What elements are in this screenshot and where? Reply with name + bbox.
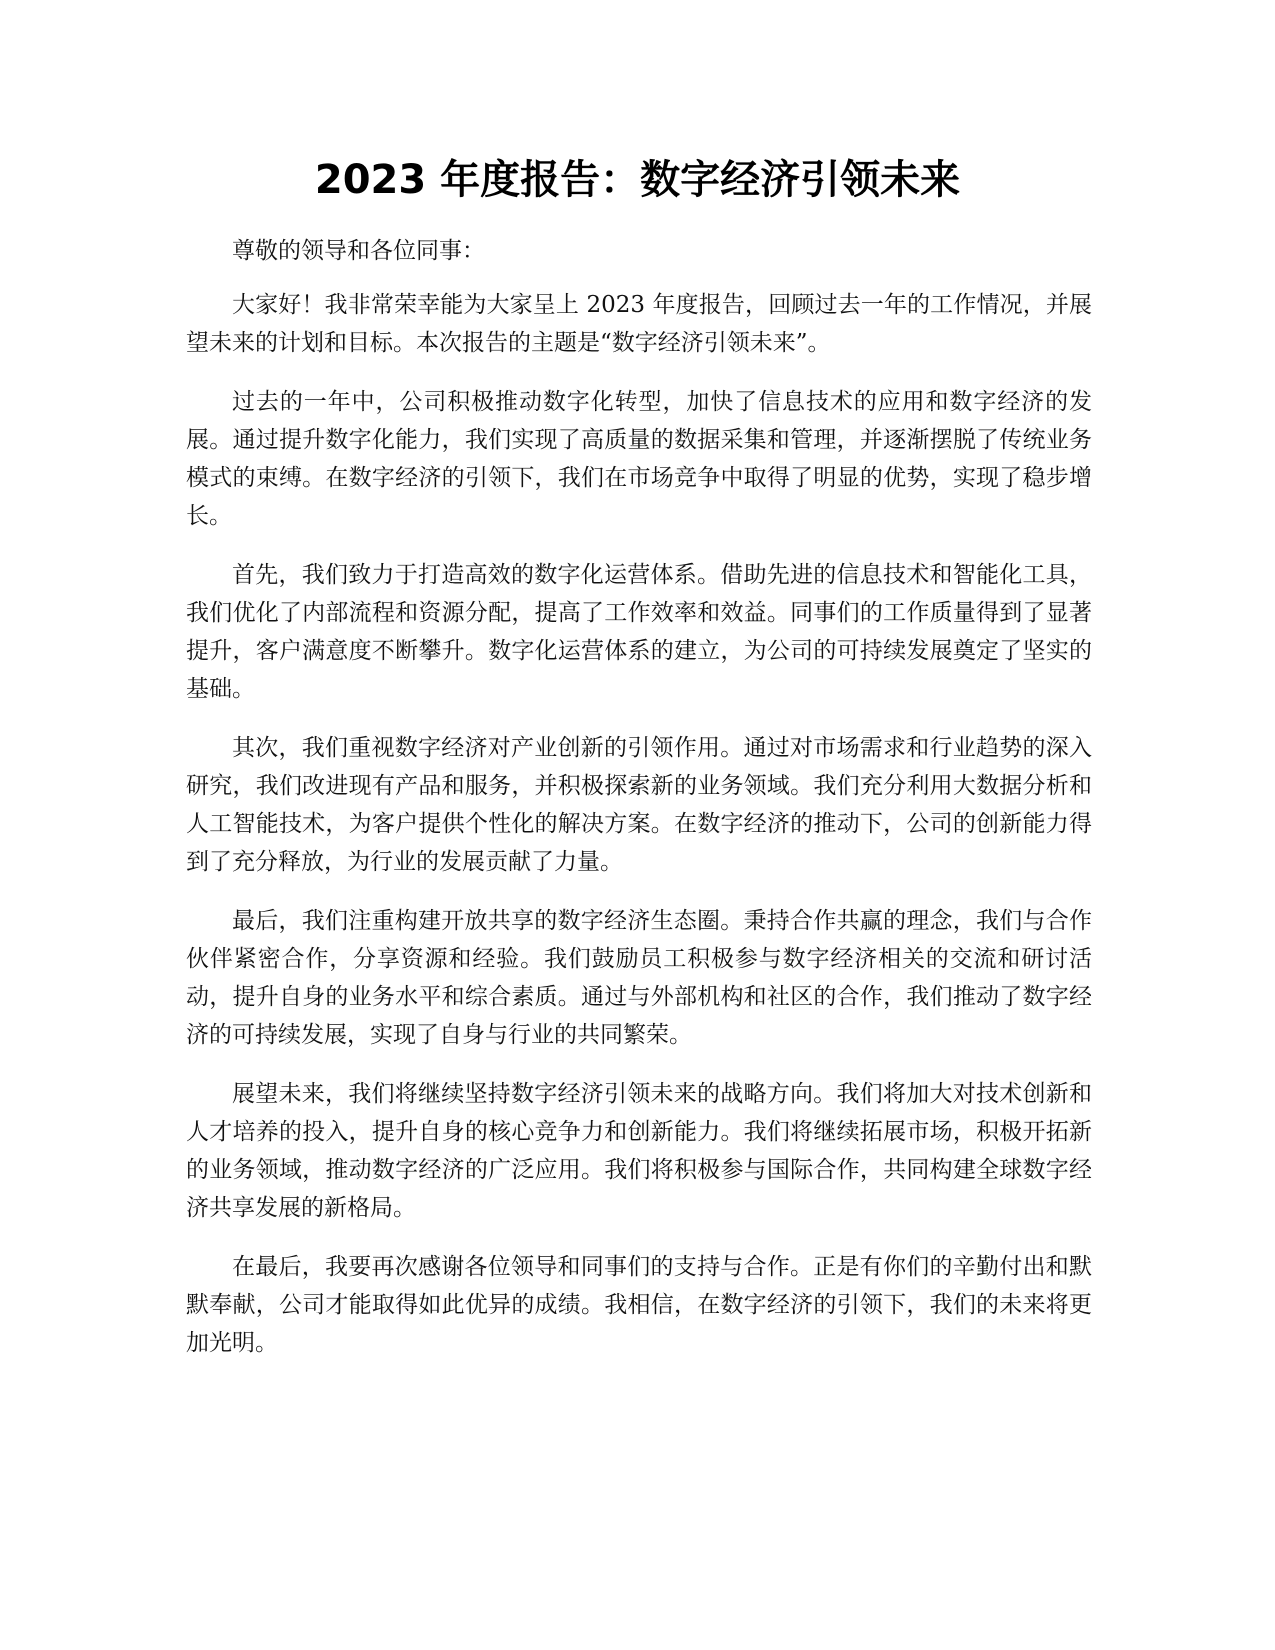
salutation: 尊敬的领导和各位同事： — [232, 238, 485, 264]
document-title: 2023 年度报告：数字经济引领未来 — [314, 157, 961, 203]
document-body — [186, 232, 1092, 1362]
paragraph-finally: 最后，我们注重构建开放共享的数字经济生态圈。秉持合作共赢的理念，我们与合作伙伴紧密合作，分享资源和经验。我们鼓励员工积极参与数字经济相关的交流和研讨活动，提升自身的业务水平和综合素质。通过与外部机构和社区的合作，我们推动了数字经济的可持续发展，实现了自身与行业的共同繁荣。 — [186, 908, 1092, 1048]
paragraph-greeting: 大家好！我非常荣幸能为大家呈上 2023 年度报告，回顾过去一年的工作情况，并展望未来的计划和目标。本次报告的主题是“数字经济引领未来”。 — [186, 292, 1092, 356]
paragraph-outlook: 展望未来，我们将继续坚持数字经济引领未来的战略方向。我们将加大对技术创新和人才培养的投入，提升自身的核心竞争力和创新能力。我们将继续拓展市场，积极开拓新的业务领域，推动数字经济的广泛应用。我们将积极参与国际合作，共同构建全球数字经济共享发展的新格局。 — [186, 1081, 1092, 1221]
paragraph-closing: 在最后，我要再次感谢各位领导和同事们的支持与合作。正是有你们的辛勤付出和默默奉献，公司才能取得如此优异的成绩。我相信，在数字经济的引领下，我们的未来将更加光明。 — [186, 1254, 1092, 1356]
paragraph-past-year: 过去的一年中，公司积极推动数字化转型，加快了信息技术的应用和数字经济的发展。通过提升数字化能力，我们实现了高质量的数据采集和管理，并逐渐摆脱了传统业务模式的束缚。在数字经济的引领下，我们在市场竞争中取得了明显的优势，实现了稳步增长。 — [186, 389, 1092, 529]
paragraph-second: 其次，我们重视数字经济对产业创新的引领作用。通过对市场需求和行业趋势的深入研究，我们改进现有产品和服务，并积极探索新的业务领域。我们充分利用大数据分析和人工智能技术，为客户提供个性化的解决方案。在数字经济的推动下，公司的创新能力得到了充分释放，为行业的发展贡献了力量。 — [186, 735, 1092, 875]
paragraph-first: 首先，我们致力于打造高效的数字化运营体系。借助先进的信息技术和智能化工具，我们优化了内部流程和资源分配，提高了工作效率和效益。同事们的工作质量得到了显著提升，客户满意度不断攀升。数字化运营体系的建立，为公司的可持续发展奠定了坚实的基础。 — [186, 562, 1092, 702]
